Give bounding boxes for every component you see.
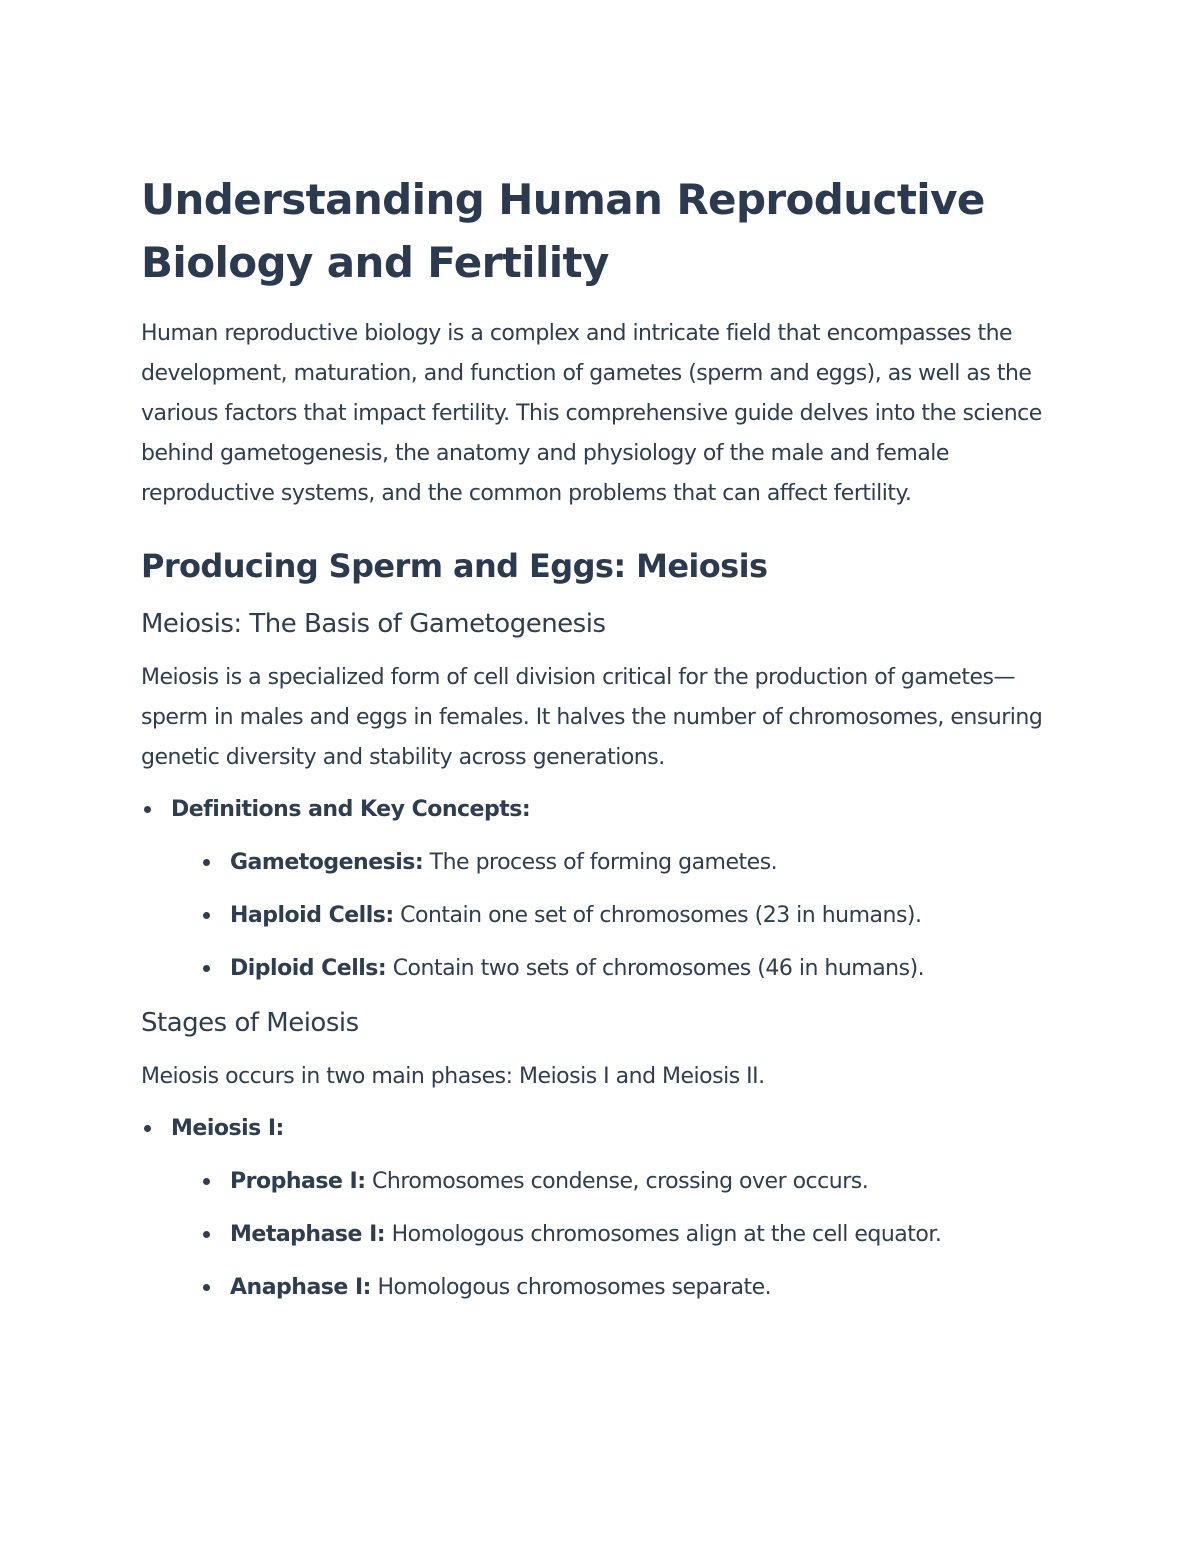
list-item [141, 790, 1071, 989]
meiosis-paragraph: Meiosis is a specialized form of cell division critical for the production of gametes—sperm in males and eggs in females. It halves the number of chromosomes, ensuring genetic diversity and stability across generations. [141, 665, 1043, 770]
term-label: Haploid Cells: [230, 903, 394, 928]
term-label: Diploid Cells: [230, 956, 387, 981]
section-heading-meiosis: Producing Sperm and Eggs: Meiosis [141, 547, 768, 585]
definitions-sublist [171, 843, 1071, 989]
list-item [171, 949, 1071, 989]
bullet-icon [203, 859, 210, 866]
term-label: Prophase I: [230, 1169, 366, 1194]
bullet-icon [203, 912, 210, 919]
term-label: Anaphase I: [230, 1275, 371, 1300]
bullet-icon [203, 1231, 210, 1238]
bullet-icon [203, 1284, 210, 1291]
term-description: Contain one set of chromosomes (23 in humans). [393, 903, 922, 928]
list-item [171, 843, 1071, 883]
term-description: Homologous chromosomes align at the cell equator. [385, 1222, 942, 1247]
list-item [171, 1268, 1071, 1308]
subsection-heading-stages: Stages of Meiosis [141, 1008, 359, 1038]
list-item [171, 1215, 1071, 1255]
list-item [171, 1162, 1071, 1202]
stages-list [141, 1109, 1071, 1308]
bullet-icon [144, 806, 151, 813]
list-item-heading: Meiosis I: [171, 1116, 284, 1141]
term-description: Homologous chromosomes separate. [370, 1275, 772, 1300]
term-description: Contain two sets of chromosomes (46 in humans). [386, 956, 925, 981]
bullet-icon [203, 965, 210, 972]
intro-paragraph: Human reproductive biology is a complex and intricate field that encompasses the development, maturation, and function of gametes (sperm and eggs), as well as the various factors that impact fertility. This comprehensive guide delves into the science behind gametogenesis, the anatomy and physiology of the male and female reproductive systems, and the common problems that can affect fertility. [141, 321, 1042, 506]
document-page [141, 168, 1071, 1308]
page-title: Understanding Human Reproductive Biology and Fertility [141, 175, 985, 287]
definitions-list [141, 790, 1071, 989]
term-label: Metaphase I: [230, 1222, 386, 1247]
term-description: Chromosomes condense, crossing over occurs. [365, 1169, 869, 1194]
bullet-icon [144, 1125, 151, 1132]
subsection-heading-basis: Meiosis: The Basis of Gametogenesis [141, 609, 606, 639]
term-label: Gametogenesis: [230, 850, 424, 875]
list-item [171, 896, 1071, 936]
stages-sublist [171, 1162, 1071, 1308]
bullet-icon [203, 1178, 210, 1185]
term-description: The process of forming gametes. [423, 850, 778, 875]
list-item [141, 1109, 1071, 1308]
list-item-heading: Definitions and Key Concepts: [171, 797, 531, 822]
stages-paragraph: Meiosis occurs in two main phases: Meiosis I and Meiosis II. [141, 1064, 765, 1089]
